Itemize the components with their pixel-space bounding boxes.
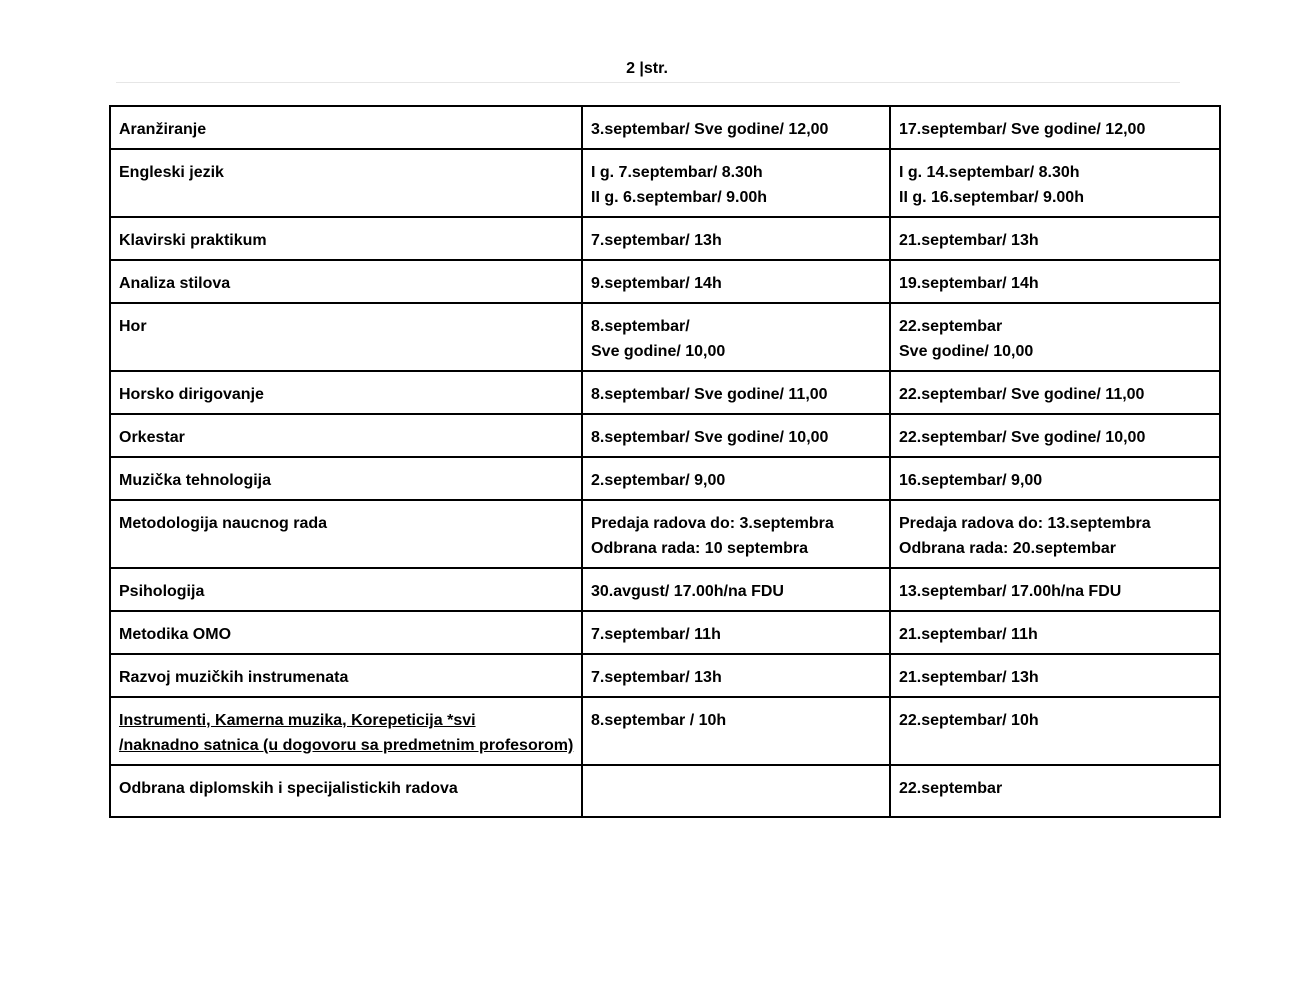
first-term-date: 8.septembar / 10h — [591, 712, 727, 729]
second-term-date: II g. 16.septembar/ 9.00h — [899, 189, 1084, 206]
second-term-date: I g. 14.septembar/ 8.30h — [899, 164, 1080, 181]
subject-cell — [110, 260, 582, 303]
second-term-cell — [890, 568, 1220, 611]
first-term-date: 8.septembar/ Sve godine/ 10,00 — [591, 429, 829, 446]
table-row — [110, 260, 1220, 303]
subject-cell — [110, 414, 582, 457]
subject-note: /naknadno satnica (u dogovoru sa predmetnim profesorom) — [119, 737, 574, 754]
first-term-date: 7.septembar/ 11h — [591, 626, 721, 643]
first-term-date: 2.septembar/ 9,00 — [591, 472, 726, 489]
first-term-date: Sve godine/ 10,00 — [591, 343, 726, 360]
second-term-cell — [890, 217, 1220, 260]
second-term-date: 22.septembar — [899, 318, 1003, 335]
subject-cell — [110, 568, 582, 611]
subject-name: Muzička tehnologija — [119, 472, 272, 489]
table-row — [110, 654, 1220, 697]
subject-cell — [110, 765, 582, 817]
table-row — [110, 371, 1220, 414]
second-term-date: 21.septembar/ 13h — [899, 669, 1039, 686]
second-term-cell — [890, 414, 1220, 457]
subject-cell — [110, 457, 582, 500]
table-row — [110, 765, 1220, 817]
first-term-date: I g. 7.septembar/ 8.30h — [591, 164, 763, 181]
first-term-date: 8.septembar/ — [591, 318, 690, 335]
second-term-date: 22.septembar/ Sve godine/ 10,00 — [899, 429, 1146, 446]
first-term-cell — [582, 765, 890, 817]
subject-name: Psihologija — [119, 583, 205, 600]
first-term-cell — [582, 611, 890, 654]
second-term-date: 16.septembar/ 9,00 — [899, 472, 1043, 489]
first-term-date: 9.septembar/ 14h — [591, 275, 722, 292]
second-term-date: 21.septembar/ 11h — [899, 626, 1038, 643]
first-term-date: 3.septembar/ Sve godine/ 12,00 — [591, 121, 829, 138]
first-term-cell — [582, 106, 890, 149]
first-term-cell — [582, 457, 890, 500]
subject-cell — [110, 611, 582, 654]
first-term-cell — [582, 260, 890, 303]
subject-cell — [110, 500, 582, 568]
subject-name: Hor — [119, 318, 147, 335]
subject-name: Metodika OMO — [119, 626, 232, 643]
subject-cell — [110, 106, 582, 149]
subject-name: Orkestar — [119, 429, 185, 446]
subject-name: Metodologija naucnog rada — [119, 515, 328, 532]
subject-name: Klavirski praktikum — [119, 232, 267, 249]
second-term-cell — [890, 106, 1220, 149]
subject-name: Engleski jezik — [119, 164, 224, 181]
second-term-cell — [890, 371, 1220, 414]
first-term-cell — [582, 414, 890, 457]
subject-name: Horsko dirigovanje — [119, 386, 264, 403]
subject-cell — [110, 371, 582, 414]
second-term-cell — [890, 765, 1220, 817]
second-term-cell — [890, 260, 1220, 303]
second-term-date: Sve godine/ 10,00 — [899, 343, 1034, 360]
second-term-date: 21.septembar/ 13h — [899, 232, 1039, 249]
table-row — [110, 217, 1220, 260]
subject-name: Analiza stilova — [119, 275, 231, 292]
subject-name: Instrumenti, Kamerna muzika, Korepeticija *svi — [119, 712, 476, 729]
table-row — [110, 611, 1220, 654]
subject-cell — [110, 697, 582, 765]
second-term-date: 13.septembar/ 17.00h/na FDU — [899, 583, 1122, 600]
exam-schedule-table — [109, 105, 1221, 818]
table-row — [110, 303, 1220, 371]
first-term-date: 8.septembar/ Sve godine/ 11,00 — [591, 386, 828, 403]
page-number-label: 2 |str. — [626, 60, 668, 77]
second-term-cell — [890, 149, 1220, 217]
second-term-cell — [890, 303, 1220, 371]
table-row — [110, 149, 1220, 217]
table-row — [110, 457, 1220, 500]
subject-name: Odbrana diplomskih i specijalistickih radova — [119, 780, 458, 797]
table-row — [110, 697, 1220, 765]
subject-name: Aranžiranje — [119, 121, 207, 138]
table-row — [110, 500, 1220, 568]
subject-cell — [110, 303, 582, 371]
subject-cell — [110, 149, 582, 217]
second-term-cell — [890, 697, 1220, 765]
second-term-date: 22.septembar — [899, 780, 1003, 797]
first-term-cell — [582, 371, 890, 414]
first-term-date: Odbrana rada: 10 septembra — [591, 540, 808, 557]
table-row — [110, 414, 1220, 457]
header-divider — [116, 82, 1180, 83]
first-term-date: 30.avgust/ 17.00h/na FDU — [591, 583, 784, 600]
first-term-date: Predaja radova do: 3.septembra — [591, 515, 834, 532]
second-term-date: 19.septembar/ 14h — [899, 275, 1039, 292]
first-term-cell — [582, 217, 890, 260]
second-term-cell — [890, 457, 1220, 500]
second-term-cell — [890, 654, 1220, 697]
second-term-date: Odbrana rada: 20.septembar — [899, 540, 1116, 557]
first-term-date: 7.septembar/ 13h — [591, 669, 722, 686]
table-row — [110, 106, 1220, 149]
subject-cell — [110, 654, 582, 697]
second-term-date: Predaja radova do: 13.septembra — [899, 515, 1151, 532]
first-term-cell — [582, 149, 890, 217]
first-term-cell — [582, 500, 890, 568]
table-row — [110, 568, 1220, 611]
second-term-cell — [890, 500, 1220, 568]
first-term-cell — [582, 303, 890, 371]
first-term-cell — [582, 568, 890, 611]
first-term-date: 7.septembar/ 13h — [591, 232, 722, 249]
subject-name: Razvoj muzičkih instrumenata — [119, 669, 349, 686]
first-term-cell — [582, 654, 890, 697]
second-term-date: 22.septembar/ Sve godine/ 11,00 — [899, 386, 1145, 403]
subject-cell — [110, 217, 582, 260]
first-term-cell — [582, 697, 890, 765]
second-term-date: 22.septembar/ 10h — [899, 712, 1039, 729]
first-term-date: II g. 6.septembar/ 9.00h — [591, 189, 768, 206]
second-term-date: 17.septembar/ Sve godine/ 12,00 — [899, 121, 1146, 138]
second-term-cell — [890, 611, 1220, 654]
